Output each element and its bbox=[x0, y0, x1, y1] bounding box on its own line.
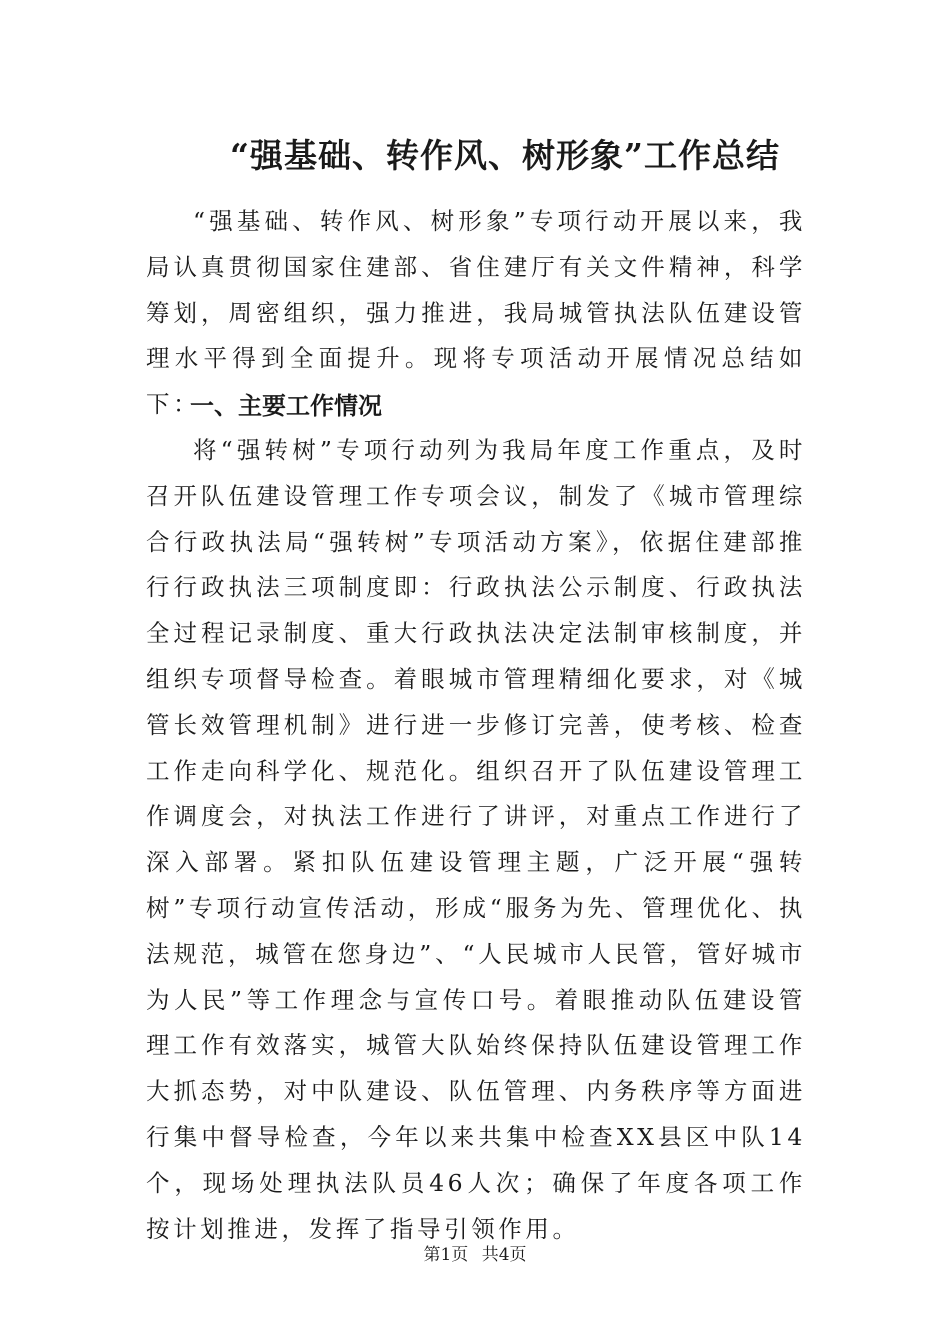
page-total: 共4页 bbox=[481, 1245, 527, 1265]
section-paragraph: 将“强转树”专项行动列为我局年度工作重点，及时召开队伍建设管理工作专项会议，制发了《城市管理综合行政执法局“强转树”专项活动方案》，依据住建部推行行政执法三项制度即：行政执法公示制度、行政执法全过程记录制度、重大行政执法决定法制审核制度，并组织专项督导检查。着眼城市管理精细化要求，对《城管长效管理机制》进行进一步修订完善，使考核、检查工作走向科学化、规范化。组织召开了队伍建设管理工作调度会，对执法工作进行了讲评，对重点工作进行了深入部署。紧扣队伍建设管理主题，广泛开展“强转树”专项行动宣传活动，形成“服务为先、管理优化、执法规范，城管在您身边”、“人民城市人民管，管好城市为人民”等工作理念与宣传口号。着眼推动队伍建设管理工作有效落实，城管大队始终保持队伍建设管理工作大抓态势，对中队建设、队伍管理、内务秩序等方面进行集中督导检查，今年以来共集中检查XX县区中队14个，现场处理执法队员46人次；确保了年度各项工作按计划推进，发挥了指导引领作用。 bbox=[146, 436, 806, 1243]
section-heading: 一、主要工作情况 bbox=[190, 392, 382, 420]
page-number: 第1页 bbox=[423, 1245, 469, 1265]
document-title: “强基础、转作风、树形象”工作总结 bbox=[230, 136, 780, 175]
intro-paragraph: “强基础、转作风、树形象”专项行动开展以来，我局认真贯彻国家住建部、省住建厅有关文件精神，科学筹划，周密组织，强力推进，我局城管执法队伍建设管理水平得到全面提升。现将专项活动开展情况总结如下： bbox=[146, 207, 806, 419]
page-footer bbox=[0, 1243, 950, 1267]
